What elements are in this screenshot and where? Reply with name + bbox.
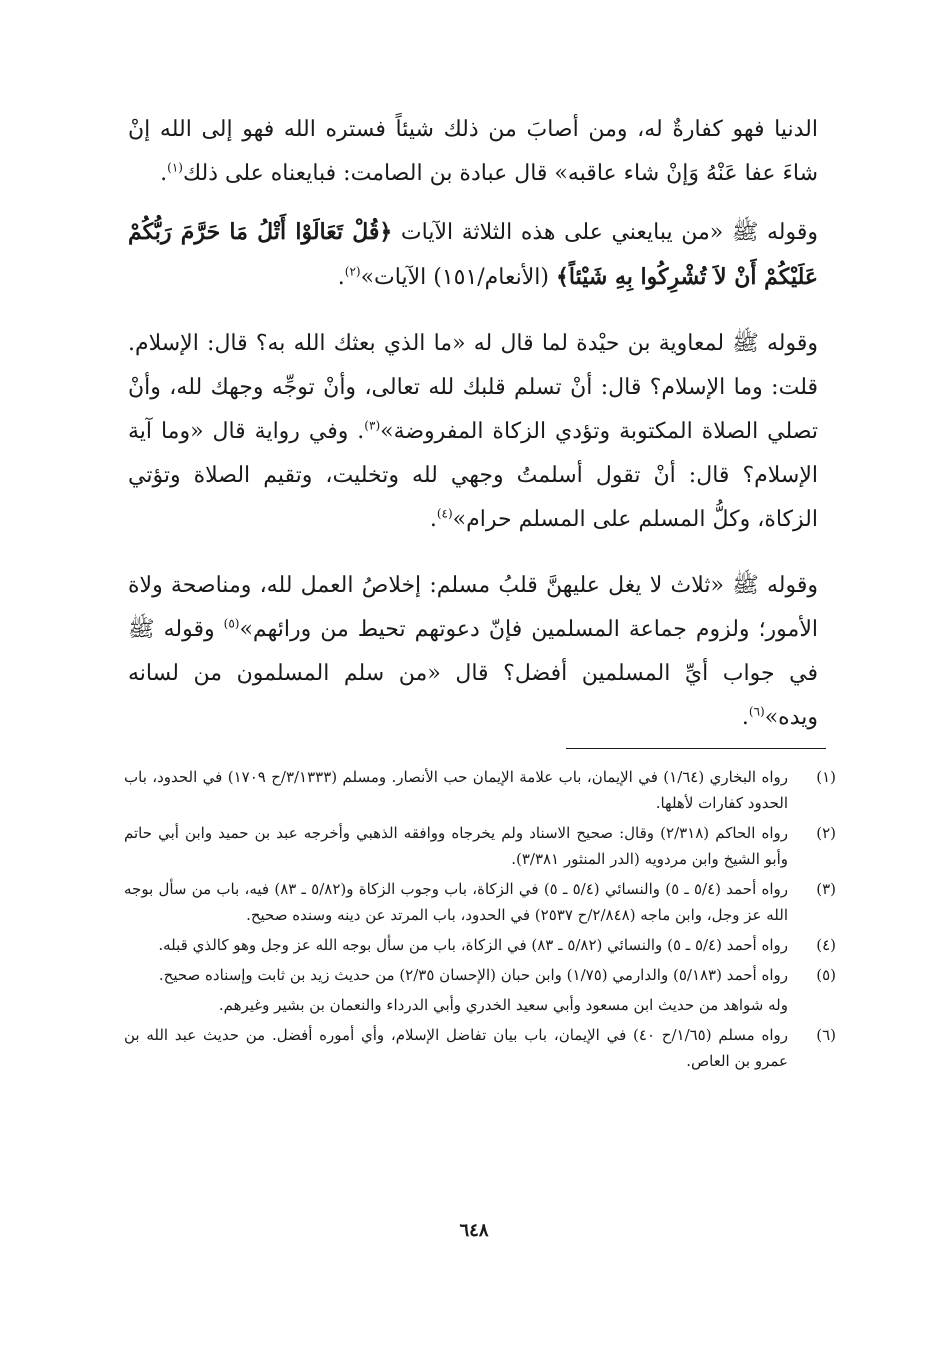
verse-citation: (الأنعام/١٥١) الآيات»	[360, 265, 549, 290]
footnote-text: رواه مسلم (١/٦٥/ح ٤٠) في الإيمان، باب بيان تفاضل الإسلام، وأي أموره أفضل. من حديث عبد الله بن عمرو بن العاص.	[124, 1026, 788, 1070]
footnote-ref-6: (٦)	[748, 704, 765, 719]
footnote-item	[124, 764, 836, 816]
footnote-item	[124, 876, 836, 928]
paragraph-2-text: وقوله ﷺ «من يبايعني على هذه الثلاثة الآيات	[400, 220, 818, 245]
paragraph-3-text-a: وقوله ﷺ لمعاوية بن حيْدة لما قال له «ما الذي بعثك الله به؟ قال: الإسلام. قلت: وما الإسلام؟ قال: أنْ تسلم قلبك لله تعالى، وأنْ توجِّه وجهك لله، وأنْ تصلي الصلاة المكتوبة وتؤدي الزكاة المفروضة»	[128, 331, 818, 444]
footnote-text: رواه أحمد (٥/٤ ـ ٥) والنسائي (٥/٨٢ ـ ٨٣) في الزكاة، باب من سأل بوجه الله عز وجل وهو كالذي قبله.	[158, 936, 788, 954]
footnote-continuation: وله شواهد من حديث ابن مسعود وأبي سعيد الخدري وأبي الدرداء والنعمان بن بشير وغيرهم.	[218, 996, 788, 1014]
footnote-item	[124, 962, 836, 988]
footnote-item	[124, 820, 836, 872]
footnote-ref-5: (٥)	[223, 616, 240, 631]
footnotes	[124, 764, 836, 1078]
footnote-number: (٥)	[816, 966, 836, 984]
quran-verse: ﴿قُلْ تَعَالَوْا أَتْلُ مَا حَرَّمَ رَبُّكُمْ عَلَيْكُمْ أَنْ لاَ تُشْرِكُوا بِهِ شَيْئاً﴾	[128, 219, 818, 290]
footnote-item	[124, 1022, 836, 1074]
paragraph-3: وقوله ﷺ لمعاوية بن حيْدة لما قال له «ما الذي بعثك الله به؟ قال: الإسلام. قلت: وما الإسلام؟ قال: أنْ تسلم قلبك لله تعالى، وأنْ توجِّه وجهك لله، وأنْ تصلي الصلاة المكتوبة وتؤدي الزكاة المفروضة»$^{(٣)}$. وفي رواية قال «وما آية الإسلام؟ قال: أنْ تقول أسلمتُ وجهي لله وتخليت، وتقيم الصلاة وتؤتي الزكاة، وكلُّ المسلم على المسلم حرام»$^{(٤)}$.	[128, 331, 818, 532]
footnote-text: رواه البخاري (١/٦٤) في الإيمان، باب علامة الإيمان حب الأنصار. ومسلم (٣/١٣٣٣/ح ١٧٠٩) في الحدود، باب الحدود كفارات لأهلها.	[124, 768, 788, 812]
footnote-number: (٤)	[816, 936, 836, 954]
paragraph-3-text-b: . وفي رواية قال «وما آية الإسلام؟ قال: أنْ تقول أسلمتُ وجهي لله وتخليت، وتقيم الصلاة وتؤتي الزكاة، وكلُّ المسلم على المسلم حرام»	[128, 419, 818, 532]
footnote-number: (٣)	[816, 880, 836, 898]
footnote-text: رواه أحمد (٥/٤ ـ ٥) والنسائي (٥/٤ ـ ٥) في الزكاة، باب وجوب الزكاة و(٥/٨٢ ـ ٨٣) فيه، باب من سأل بوجه الله عز وجل، وابن ماجه (٢/٨٤٨/ح ٢٥٣٧) في الحدود، باب المرتد عن دينه وسنده صحيح.	[124, 880, 788, 924]
footnote-ref-3: (٣)	[364, 418, 381, 433]
paragraph-4-text-b: وقوله ﷺ في جواب أيِّ المسلمين أفضل؟ قال «من سلم المسلمون من لسانه ويده»	[128, 617, 818, 730]
footnote-number: (٦)	[816, 1026, 836, 1044]
footnote-number: (٢)	[816, 824, 836, 842]
footnote-item	[124, 932, 836, 958]
paragraph-2: وقوله ﷺ «من يبايعني على هذه الثلاثة الآيات ﴿قُلْ تَعَالَوْا أَتْلُ مَا حَرَّمَ رَبُّكُمْ عَلَيْكُمْ أَنْ لاَ تُشْرِكُوا بِهِ شَيْئاً﴾ (الأنعام/١٥١) الآيات»$^{(٢)}$.	[128, 219, 818, 290]
paragraph-1: الدنيا فهو كفارةٌ له، ومن أصابَ من ذلك شيئاً فستره الله فهو إلى الله إنْ شاءَ عفا عَنْهُ وَإنْ شاء عاقبه» قال عبادة بن الصامت: فبايعناه على ذلك$^{(١)}$.	[128, 117, 818, 186]
paragraph-4-text-a: وقوله ﷺ «ثلاث لا يغل عليهنَّ قلبُ مسلم: إخلاصُ العمل لله، ومناصحة ولاة الأمور؛ ولزوم جماعة المسلمين فإنّ دعوتهم تحيط من ورائهم»	[128, 573, 818, 642]
footnote-divider	[566, 748, 826, 749]
paragraph-1-text: الدنيا فهو كفارةٌ له، ومن أصابَ من ذلك شيئاً فستره الله فهو إلى الله إنْ شاءَ عفا عَنْهُ وَإنْ شاء عاقبه» قال عبادة بن الصامت: فبايعناه على ذلك	[128, 117, 818, 186]
footnote-ref-4: (٤)	[436, 506, 453, 521]
footnote-text: رواه أحمد (٥/١٨٣) والدارمي (١/٧٥) وابن حبان (الإحسان ٢/٣٥) من حديث زيد بن ثابت وإسناده صحيح.	[158, 966, 788, 984]
footnote-text: رواه الحاكم (٢/٣١٨) وقال: صحيح الاسناد ولم يخرجاه ووافقه الذهبي وأخرجه عبد بن حميد وابن أبي حاتم وأبو الشيخ وابن مردويه (الدر المنثور ٣/٣٨١).	[124, 824, 788, 868]
page-number: ٦٤٨	[459, 1220, 489, 1241]
footnote-ref-1: (١)	[167, 160, 183, 175]
main-text	[128, 108, 818, 740]
paragraph-4: وقوله ﷺ «ثلاث لا يغل عليهنَّ قلبُ مسلم: إخلاصُ العمل لله، ومناصحة ولاة الأمور؛ ولزوم جماعة المسلمين فإنّ دعوتهم تحيط من ورائهم»$^{(٥)}$ وقوله ﷺ في جواب أيِّ المسلمين أفضل؟ قال «من سلم المسلمون من لسانه ويده»$^{(٦)}$.	[128, 573, 818, 730]
footnote-ref-2: (٢)	[344, 264, 361, 279]
footnote-number: (١)	[816, 768, 836, 786]
